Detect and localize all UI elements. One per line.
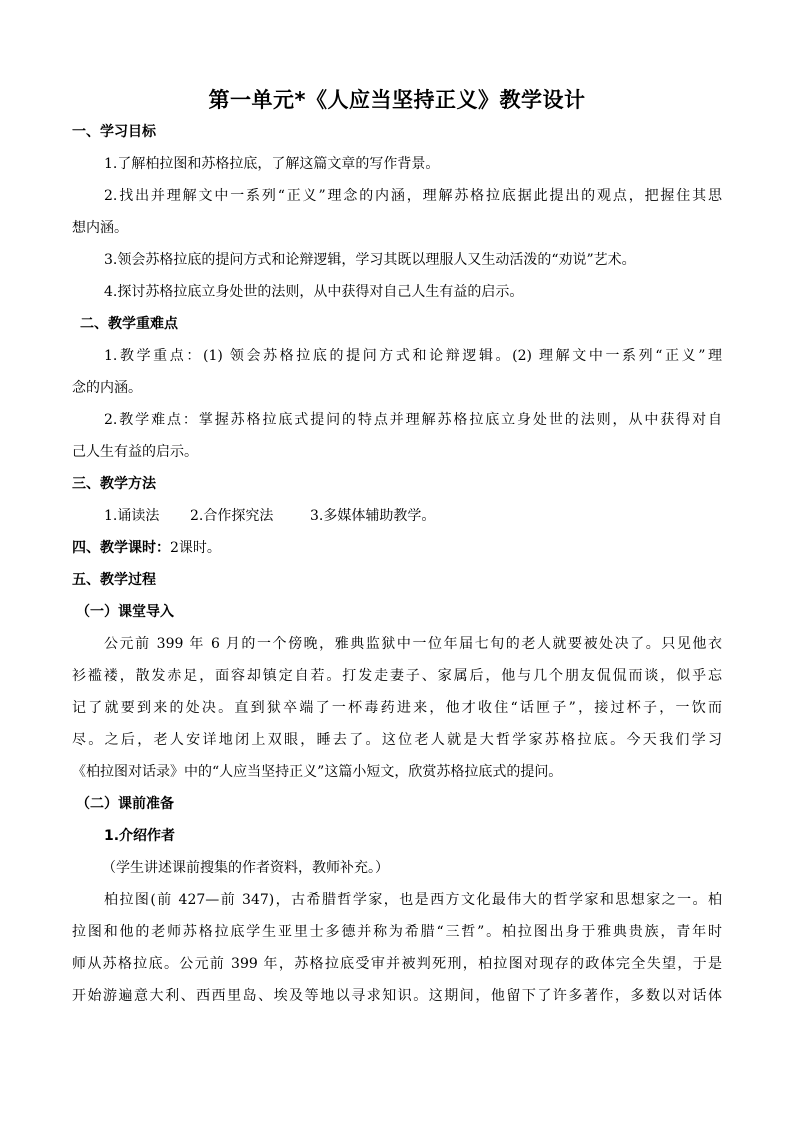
method-2: 2.合作探究法 — [190, 508, 274, 524]
goal-item-2-line-2: 想内涵。 — [72, 220, 128, 236]
author-note: （学生讲述课前搜集的作者资料，教师补充。） — [102, 860, 389, 876]
section-heading-process: 五、教学过程 — [72, 572, 156, 588]
section-heading-class-hours: 四、教学课时： — [72, 540, 170, 556]
key-point-1-line-1: 1.教学重点：(1) 领会苏格拉底的提问方式和论辩逻辑。(2) 理解文中一系列“正义”理 — [104, 348, 722, 364]
subsection-intro: （一）课堂导入 — [76, 604, 174, 620]
key-point-2-line-1: 2.教学难点：掌握苏格拉底式提问的特点并理解苏格拉底立身处世的法则，从中获得对自 — [104, 412, 722, 428]
subsection-preparation: （二）课前准备 — [76, 796, 174, 812]
intro-paragraph-line: 尽。之后，老人安详地闭上双眼，睡去了。这位老人就是大哲学家苏格拉底。今天我们学习 — [72, 732, 722, 748]
author-paragraph-line: 开始游遍意大利、西西里岛、埃及等地以寻求知识。这期间，他留下了许多著作，多数以对话体 — [72, 988, 722, 1004]
goal-item-2-line-1: 2.找出并理解文中一系列“正义”理念的内涵，理解苏格拉底据此提出的观点，把握住其思 — [104, 188, 722, 204]
key-point-1-line-2: 念的内涵。 — [72, 380, 142, 396]
intro-paragraph-line: 公元前 399 年 6 月的一个傍晚，雅典监狱中一位年届七旬的老人就要被处决了。只见他衣 — [104, 636, 722, 652]
goal-item-3: 3.领会苏格拉底的提问方式和论辩逻辑，学习其既以理服人又生动活泼的“劝说”艺术。 — [104, 252, 636, 268]
document-title: 第一单元*《人应当坚持正义》教学设计 — [208, 88, 586, 112]
class-hours — [72, 538, 722, 558]
author-paragraph-line: 师从苏格拉底。公元前 399 年，苏格拉底受审并被判死刑，柏拉图对现存的政体完全失望，于是 — [72, 956, 722, 972]
goal-item-1: 1.了解柏拉图和苏格拉底，了解这篇文章的写作背景。 — [104, 156, 440, 172]
intro-paragraph-line: 《柏拉图对话录》中的“人应当坚持正义”这篇小短文，欣赏苏格拉底式的提问。 — [72, 764, 563, 780]
section-heading-learning-goals: 一、学习目标 — [72, 124, 156, 140]
intro-paragraph-line: 记了就要到来的处决。直到狱卒端了一杯毒药进来，他才收住“话匣子”，接过杯子，一饮而 — [72, 700, 722, 716]
intro-paragraph-line: 衫褴褛，散发赤足，面容却镇定自若。打发走妻子、家属后，他与几个朋友侃侃而谈，似乎忘 — [72, 668, 722, 684]
goal-item-4: 4.探讨苏格拉底立身处世的法则，从中获得对自己人生有益的启示。 — [104, 284, 524, 300]
section-heading-key-points: 二、教学重难点 — [80, 316, 178, 332]
subsection-author-intro: 1.介绍作者 — [104, 828, 176, 844]
section-heading-methods: 三、教学方法 — [72, 476, 156, 492]
key-point-2-line-2: 己人生有益的启示。 — [72, 444, 198, 460]
method-3: 3.多媒体辅助教学。 — [310, 508, 436, 524]
class-hours-value: 2课时。 — [170, 540, 221, 556]
method-1: 1.诵读法 — [104, 508, 160, 524]
author-paragraph-line: 柏拉图(前 427—前 347)，古希腊哲学家，也是西方文化最伟大的哲学家和思想家之一。柏 — [104, 892, 722, 908]
author-paragraph-line: 拉图和他的老师苏格拉底学生亚里士多德并称为希腊“三哲”。柏拉图出身于雅典贵族，青年时 — [72, 924, 722, 940]
methods-list — [104, 506, 722, 526]
